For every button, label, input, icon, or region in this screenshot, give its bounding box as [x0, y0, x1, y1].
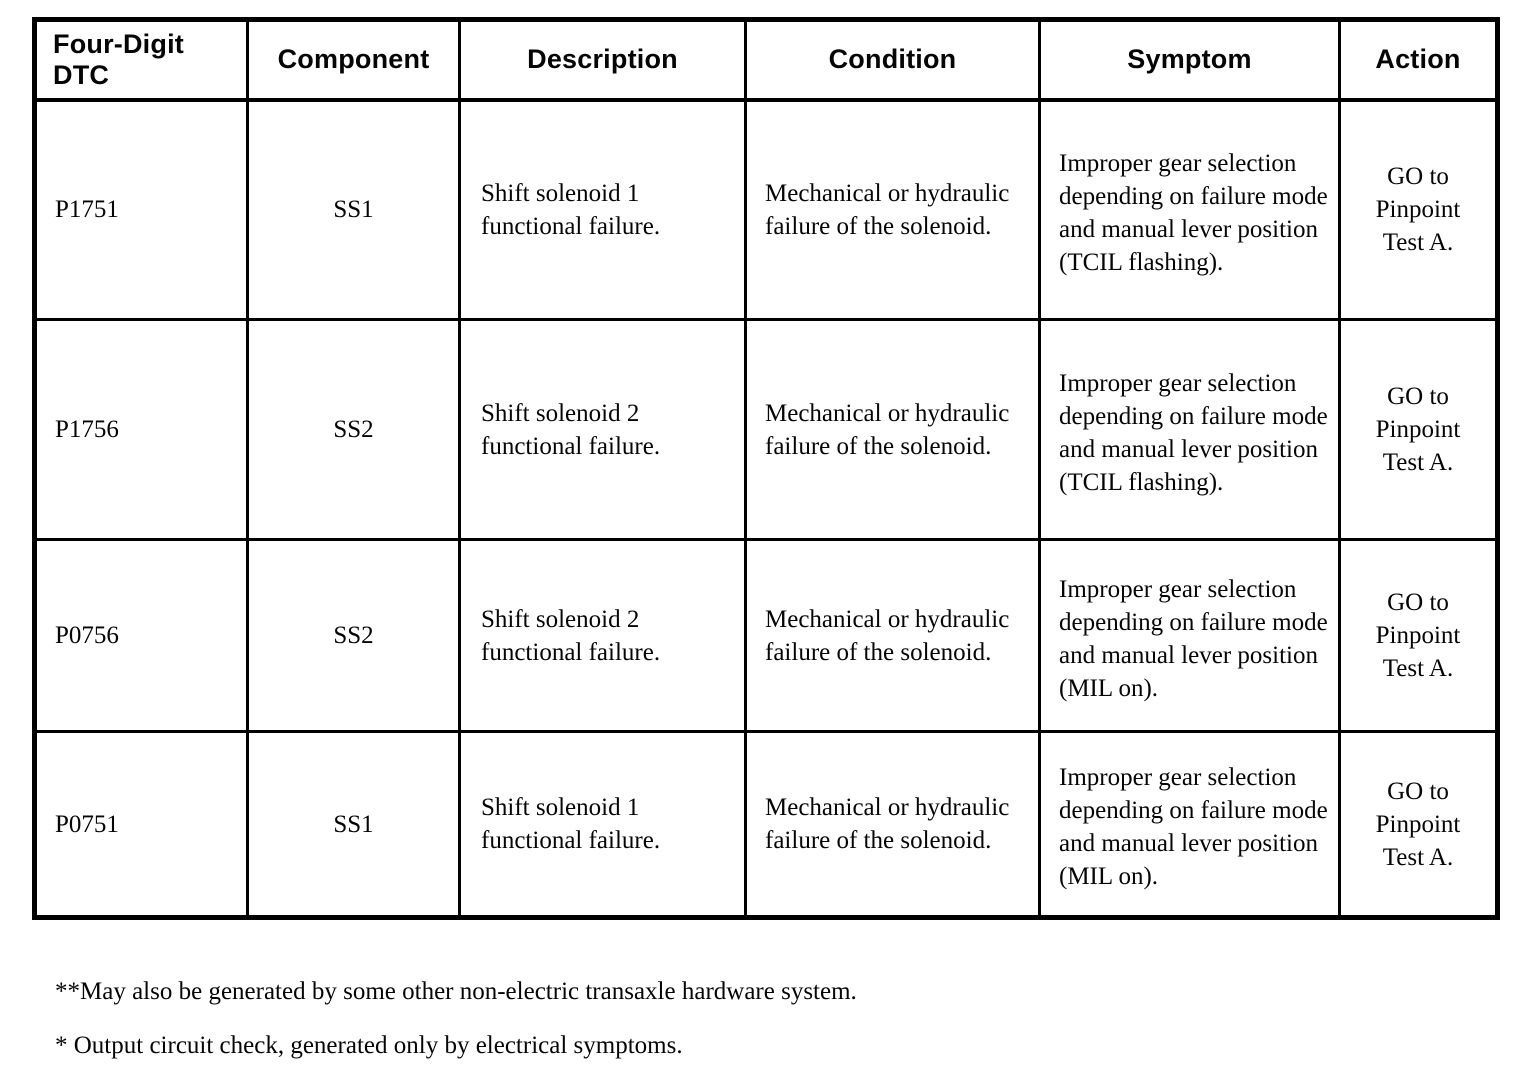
table-row: [35, 732, 1498, 918]
cell-symptom: Improper gear selection depending on failure mode and manual lever position (MIL on).: [1040, 540, 1340, 732]
cell-dtc: P1756: [35, 320, 248, 540]
cell-condition: Mechanical or hydraulic failure of the solenoid.: [746, 732, 1040, 918]
footnote-single-asterisk: * Output circuit check, generated only by electrical symptoms.: [55, 1032, 683, 1059]
cell-condition: Mechanical or hydraulic failure of the solenoid.: [746, 320, 1040, 540]
cell-symptom: Improper gear selection depending on failure mode and manual lever position (MIL on).: [1040, 732, 1340, 918]
header-row: [35, 20, 1498, 100]
cell-dtc: P0756: [35, 540, 248, 732]
cell-action: GO to Pinpoint Test A.: [1340, 320, 1498, 540]
cell-description: Shift solenoid 1 functional failure.: [460, 100, 746, 320]
cell-dtc: P0751: [35, 732, 248, 918]
header-component: Component: [248, 20, 460, 100]
dtc-table: [32, 17, 1500, 920]
header-four-digit-dtc: Four-Digit DTC: [35, 20, 248, 100]
dtc-table-container: [32, 17, 1495, 918]
cell-component: SS1: [248, 100, 460, 320]
table-row: [35, 100, 1498, 320]
cell-description: Shift solenoid 1 functional failure.: [460, 732, 746, 918]
cell-description: Shift solenoid 2 functional failure.: [460, 320, 746, 540]
cell-description: Shift solenoid 2 functional failure.: [460, 540, 746, 732]
cell-action: GO to Pinpoint Test A.: [1340, 732, 1498, 918]
cell-dtc: P1751: [35, 100, 248, 320]
footnote-double-asterisk: **May also be generated by some other non-electric transaxle hardware system.: [55, 978, 857, 1005]
footnotes: [55, 978, 1255, 1086]
table-row: [35, 540, 1498, 732]
header-condition: Condition: [746, 20, 1040, 100]
cell-component: SS2: [248, 540, 460, 732]
cell-symptom: Improper gear selection depending on failure mode and manual lever position (TCIL flashing).: [1040, 320, 1340, 540]
header-action: Action: [1340, 20, 1498, 100]
cell-action: GO to Pinpoint Test A.: [1340, 100, 1498, 320]
cell-symptom: Improper gear selection depending on failure mode and manual lever position (TCIL flashing).: [1040, 100, 1340, 320]
cell-component: SS2: [248, 320, 460, 540]
cell-condition: Mechanical or hydraulic failure of the solenoid.: [746, 540, 1040, 732]
cell-component: SS1: [248, 732, 460, 918]
header-description: Description: [460, 20, 746, 100]
header-symptom: Symptom: [1040, 20, 1340, 100]
cell-condition: Mechanical or hydraulic failure of the solenoid.: [746, 100, 1040, 320]
cell-action: GO to Pinpoint Test A.: [1340, 540, 1498, 732]
table-row: [35, 320, 1498, 540]
